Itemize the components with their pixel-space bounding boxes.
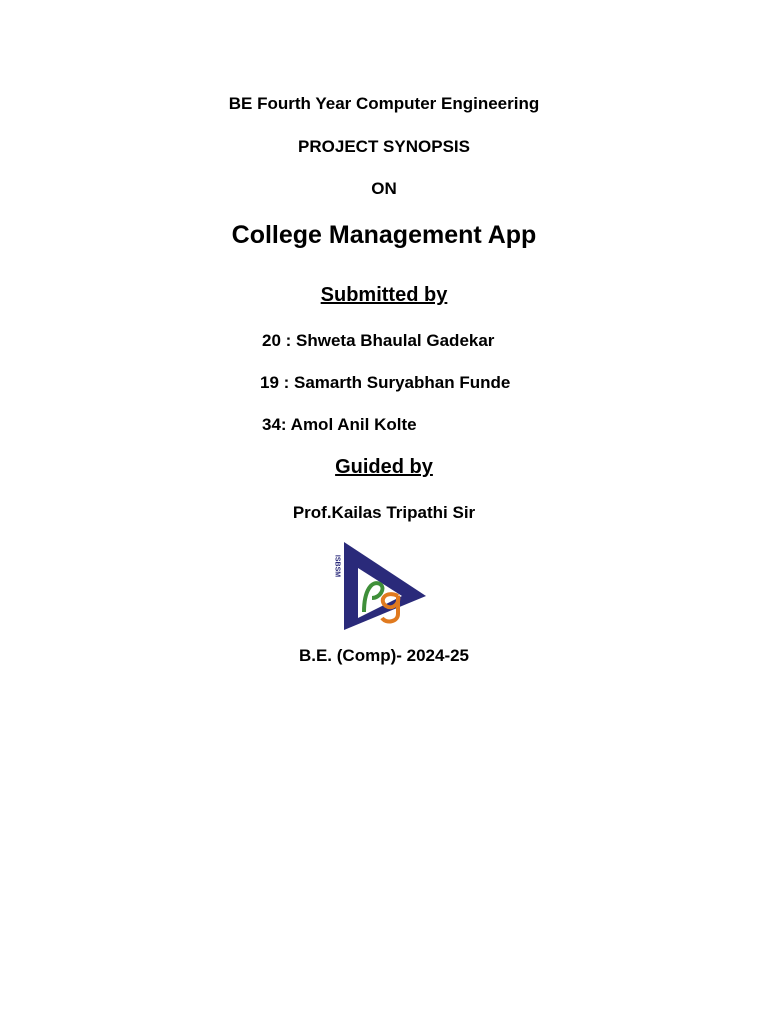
guide-name: Prof.Kailas Tripathi Sir (292, 503, 476, 522)
project-title: College Management App (231, 221, 537, 249)
academic-year: B.E. (Comp)- 2024-25 (298, 646, 470, 665)
submitted-by-heading: Submitted by (320, 284, 448, 306)
on-line: ON (371, 179, 397, 198)
doc-type-line: PROJECT SYNOPSIS (298, 137, 470, 156)
member-1: 20 : Shweta Bhaulal Gadekar (262, 331, 495, 350)
college-logo-icon (328, 540, 428, 632)
department-line: BE Fourth Year Computer Engineering (228, 94, 540, 113)
member-2: 19 : Samarth Suryabhan Funde (260, 373, 511, 392)
member-3: 34: Amol Anil Kolte (262, 415, 417, 434)
logo-side-text: ISBSM (333, 554, 341, 578)
guided-by-heading: Guided by (335, 456, 433, 478)
